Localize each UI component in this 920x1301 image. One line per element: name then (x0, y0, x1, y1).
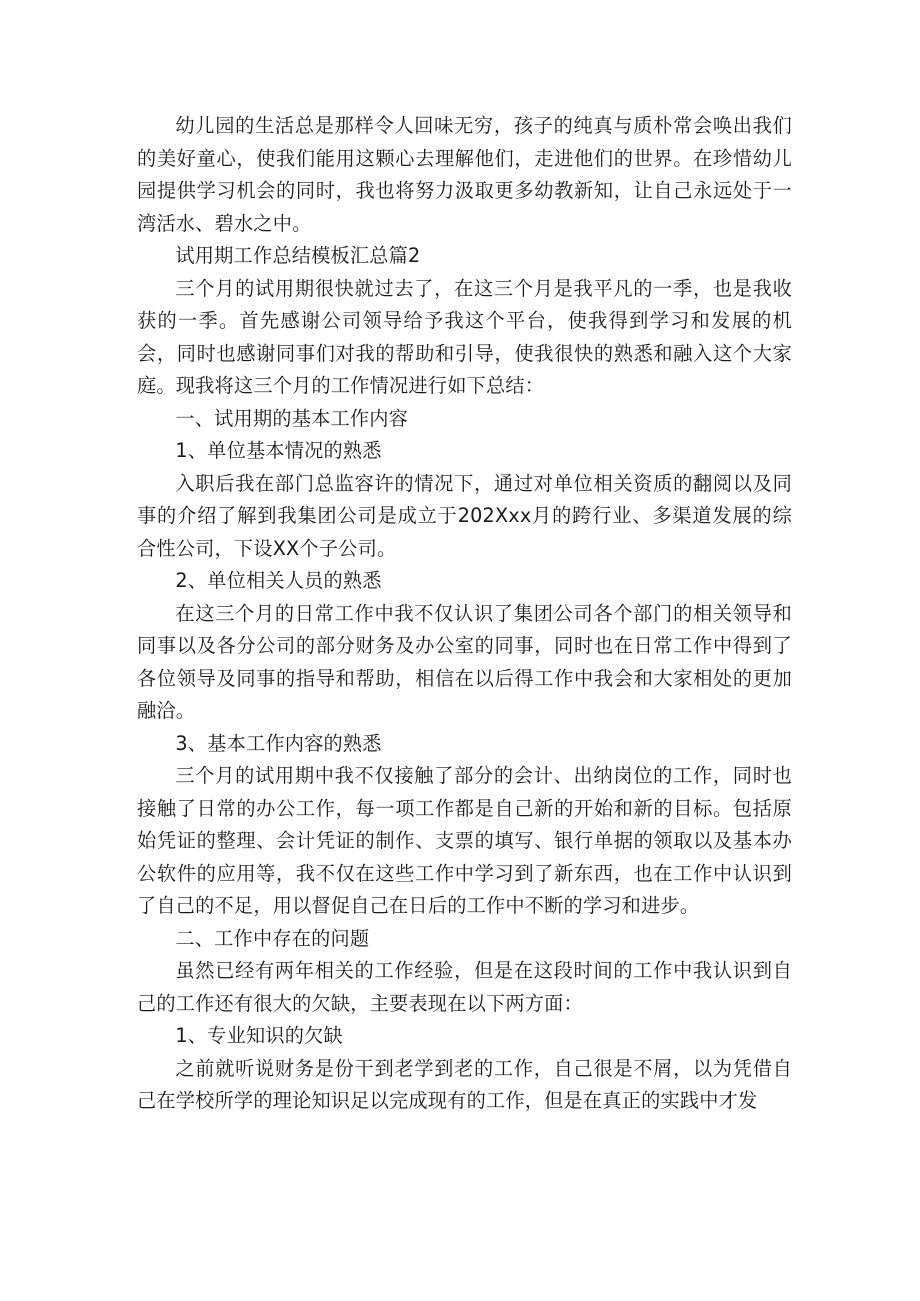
paragraph-knowledge-gap: 之前就听说财务是份干到老学到老的工作，自己很是不屑，以为凭借自己在学校所学的理论知识足以完成现有的工作，但是在真正的实践中才发 (137, 1056, 792, 1112)
section-title: 试用期工作总结模板汇总篇2 (175, 244, 421, 267)
heading-problems: 二、工作中存在的问题 (175, 926, 370, 950)
heading-basic-work-content: 一、试用期的基本工作内容 (175, 406, 409, 430)
paragraph-work-content: 三个月的试用期中我不仅接触了部分的会计、出纳岗位的工作，同时也接触了日常的办公工作，每一项工作都是自己新的开始和新的目标。包括原始凭证的整理、会计凭证的制作、支票的填写、银行单据的领取以及基本办公软件的应用等，我不仅在这些工作中学习到了新东西，也在工作中认识到了自己的不足，用以督促自己在日后的工作中不断的学习和进步。 (137, 764, 792, 917)
paragraph-company-overview: 入职后我在部门总监容许的情况下，通过对单位相关资质的翻阅以及同事的介绍了解到我集团公司是成立于202Xxx月的跨行业、多渠道发展的综合性公司，下设XX个子公司。 (137, 471, 792, 560)
document-body (137, 110, 792, 1118)
subheading-knowledge-gap: 1、专业知识的欠缺 (175, 1024, 343, 1047)
subheading-colleagues: 2、单位相关人员的熟悉 (175, 569, 382, 592)
paragraph-colleagues: 在这三个月的日常工作中我不仅认识了集团公司各个部门的相关领导和同事以及各分公司的部分财务及办公室的同事，同时也在日常工作中得到了各位领导及同事的指导和帮助，相信在以后得工作中我会和大家相处的更加融洽。 (137, 601, 792, 722)
paragraph-problems: 虽然已经有两年相关的工作经验，但是在这段时间的工作中我认识到自己的工作还有很大的欠缺，主要表现在以下两方面： (137, 959, 792, 1015)
paragraph-kindergarten-reflection: 幼儿园的生活总是那样令人回味无穷，孩子的纯真与质朴常会唤出我们的美好童心，使我们能用这颗心去理解他们，走进他们的世界。在珍惜幼儿园提供学习机会的同时，我也将努力汲取更多幼教新知，让自己永远处于一湾活水、碧水之中。 (137, 114, 792, 235)
subheading-work-content: 3、基本工作内容的熟悉 (175, 731, 382, 755)
paragraph-intro: 三个月的试用期很快就过去了，在这三个月是我平凡的一季，也是我收获的一季。首先感谢公司领导给予我这个平台，使我得到学习和发展的机会，同时也感谢同事们对我的帮助和引导，使我很快的熟悉和融入这个大家庭。现我将这三个月的工作情况进行如下总结： (137, 276, 792, 397)
subheading-company-overview: 1、单位基本情况的熟悉 (175, 439, 382, 462)
